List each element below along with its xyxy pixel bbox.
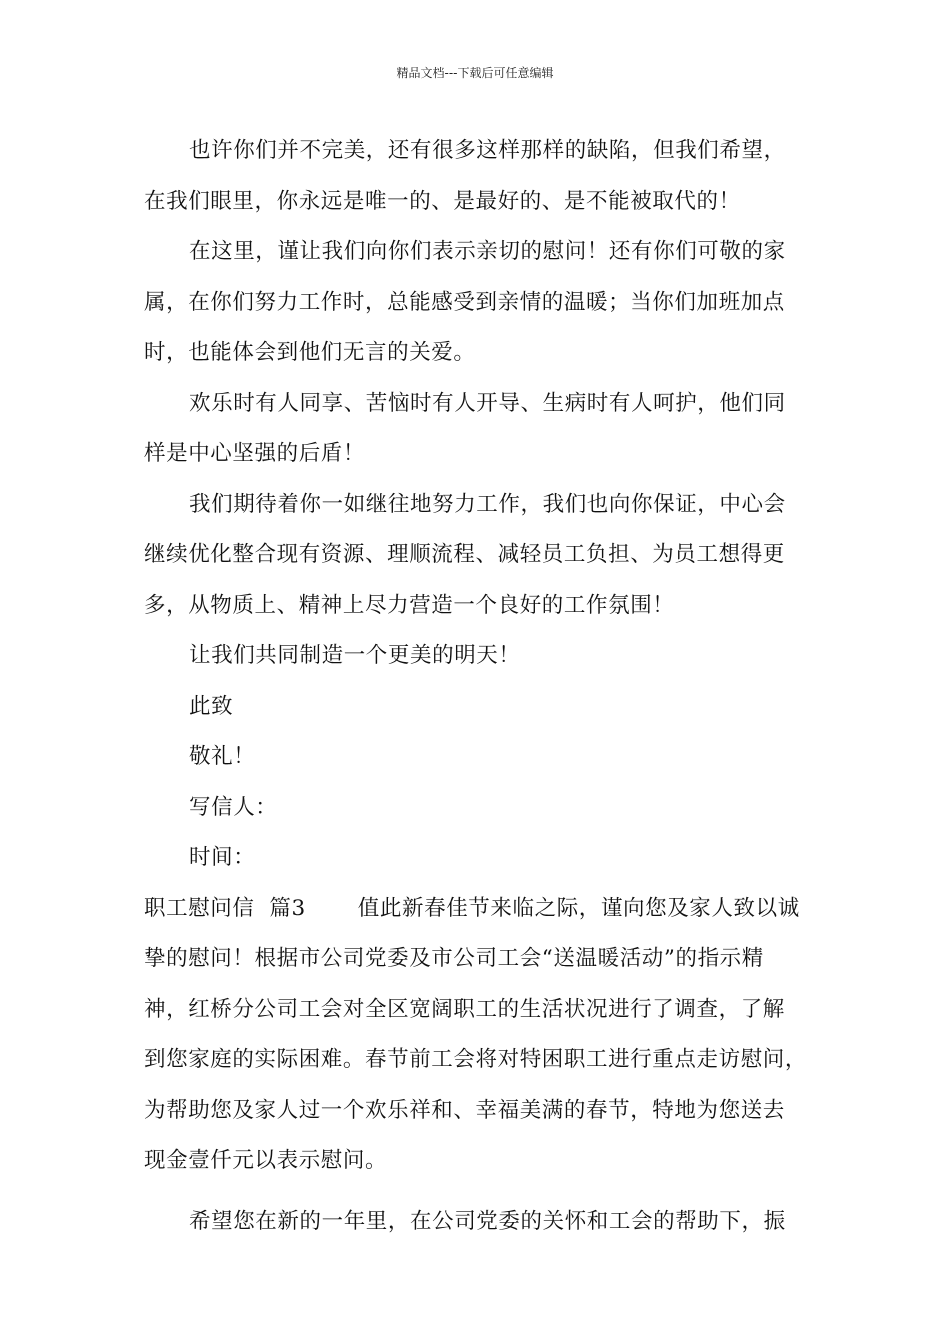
section-title-line: 职工慰问信 篇3 值此新春佳节来临之际，谨向您及家人致以诚 <box>144 895 800 921</box>
letter-writer-label: 写信人： <box>189 794 278 820</box>
paragraph-line: 样是中心坚强的后盾！ <box>144 441 366 466</box>
paragraph-line: 多，从物质上、精神上尽力营造一个良好的工作氛围！ <box>144 592 675 618</box>
paragraph-line: 现金壹仟元以表示慰问。 <box>144 1148 388 1173</box>
paragraph-line: 继续优化整合现有资源、理顺流程、减轻员工负担、为员工想得更 <box>144 542 785 567</box>
paragraph-line: 在我们眼里，你永远是唯一的、是最好的、是不能被取代的！ <box>144 188 741 214</box>
paragraph-line: 属，在你们努力工作时，总能感受到亲情的温暖；当你们加班加点 <box>144 289 785 315</box>
document-body <box>144 126 809 1247</box>
paragraph-line: 我们期待着你一如继往地努力工作，我们也向你保证，中心会 <box>189 491 786 517</box>
paragraph-line: 时，也能体会到他们无言的关爱。 <box>144 340 476 365</box>
salutation: 此致 <box>189 693 234 719</box>
letter-time-label: 时间： <box>189 845 256 870</box>
paragraph-line: 欢乐时有人同享、苦恼时有人开导、生病时有人呵护，他们同 <box>189 390 786 416</box>
salutation-regards: 敬礼！ <box>189 744 256 769</box>
page-header: 精品文档---下载后可任意编辑 <box>396 66 554 80</box>
closing-line: 让我们共同制造一个更美的明天！ <box>189 643 521 668</box>
paragraph-line: 神，红桥分公司工会对全区宽阔职工的生活状况进行了调查，了解 <box>144 996 785 1022</box>
paragraph-line: 挚的慰问！根据市公司党委及市公司工会“送温暖活动”的指示精 <box>144 946 764 971</box>
paragraph-line: 希望您在新的一年里，在公司党委的关怀和工会的帮助下，振 <box>189 1208 786 1234</box>
paragraph-line: 为帮助您及家人过一个欢乐祥和、幸福美满的春节，特地为您送去 <box>144 1097 785 1123</box>
paragraph-line: 到您家庭的实际困难。春节前工会将对特困职工进行重点走访慰问， <box>144 1047 808 1072</box>
paragraph-line: 在这里，谨让我们向你们表示亲切的慰问！还有你们可敬的家 <box>189 239 786 264</box>
paragraph-line: 也许你们并不完美，还有很多这样那样的缺陷，但我们希望， <box>189 138 786 163</box>
